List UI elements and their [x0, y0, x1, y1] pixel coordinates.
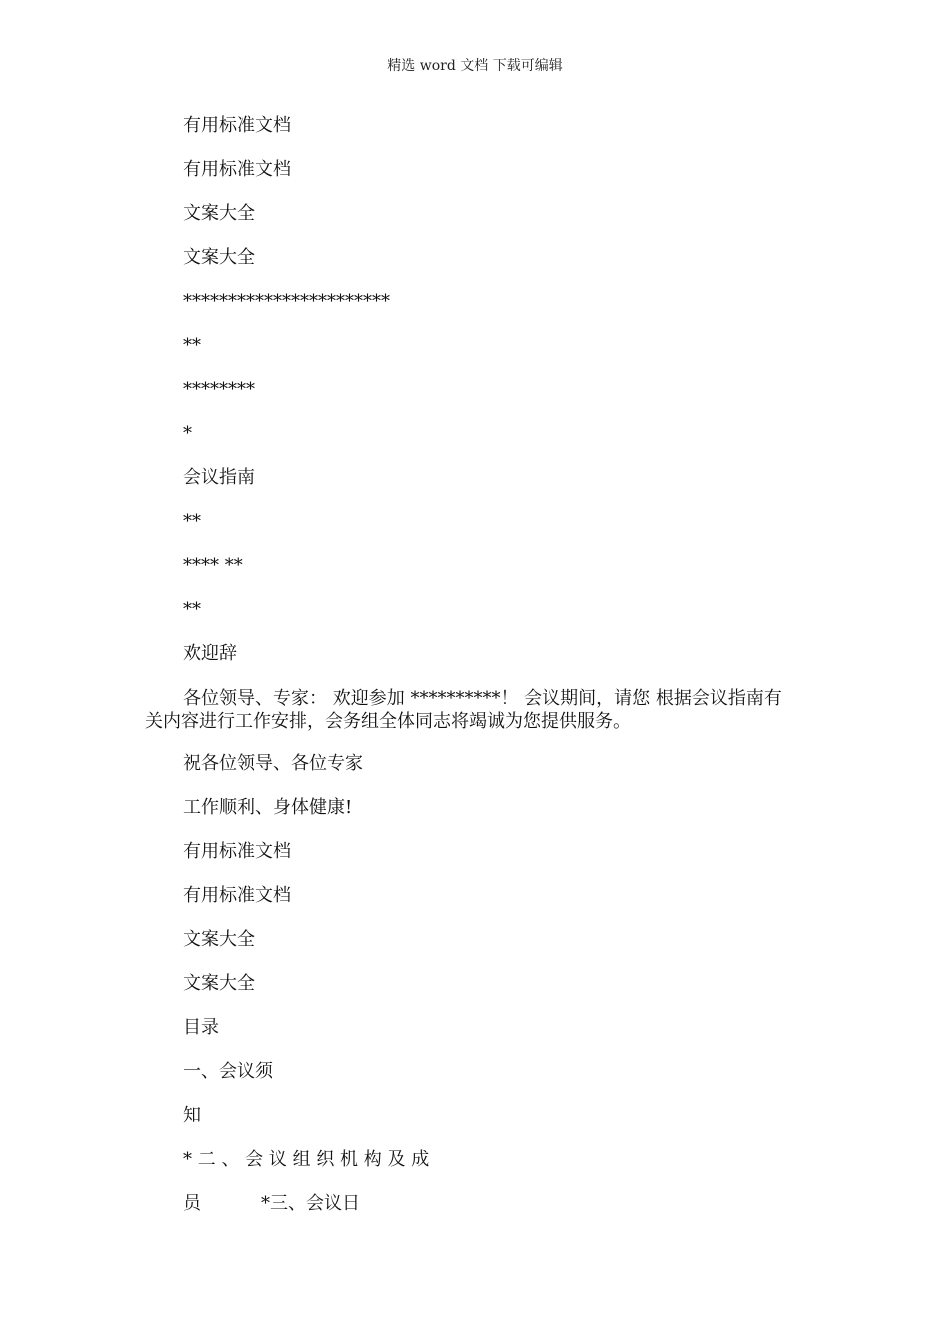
welcome-paragraph [145, 687, 805, 733]
text-line: ** [183, 511, 201, 532]
toc-item: 知 [183, 1105, 201, 1126]
text-line: 文案大全 [183, 203, 255, 224]
section-title-guide: 会议指南 [183, 467, 255, 488]
toc-item: * 二 、 会 议 组 织 机 构 及 成 [183, 1149, 430, 1170]
text-line: * [183, 423, 192, 444]
text-line: 文案大全 [183, 247, 255, 268]
section-title-welcome: 欢迎辞 [183, 643, 237, 664]
text-line: 文案大全 [183, 929, 255, 950]
toc-item [183, 1193, 360, 1215]
text-line: 有用标准文档 [183, 841, 291, 862]
page-header: 精选 word 文档 下载可编辑 [387, 58, 563, 74]
text-line: ** [183, 599, 201, 620]
text-line: **** ** [183, 555, 243, 576]
toc-item-right: *三、会议日 [261, 1193, 360, 1214]
text-line: 有用标准文档 [183, 115, 291, 136]
text-line: 文案大全 [183, 973, 255, 994]
text-line: 工作顺利、身体健康! [183, 797, 353, 818]
toc-title: 目录 [183, 1017, 219, 1038]
welcome-paragraph-text: 各位领导、专家： 欢迎参加 **********！ 会议期间，请您 根据会议指南有 关内容进行工作安排，会务组全体同志将竭诚为您提供服务。 [145, 688, 782, 732]
text-line: ** [183, 335, 201, 356]
text-line: 有用标准文档 [183, 159, 291, 180]
text-line: *********************** [183, 291, 390, 312]
text-line: ******** [183, 379, 255, 400]
toc-item-left: 员 [183, 1193, 201, 1214]
text-line: 有用标准文档 [183, 885, 291, 906]
toc-item: 一、会议须 [183, 1061, 273, 1082]
text-line: 祝各位领导、各位专家 [183, 753, 363, 774]
